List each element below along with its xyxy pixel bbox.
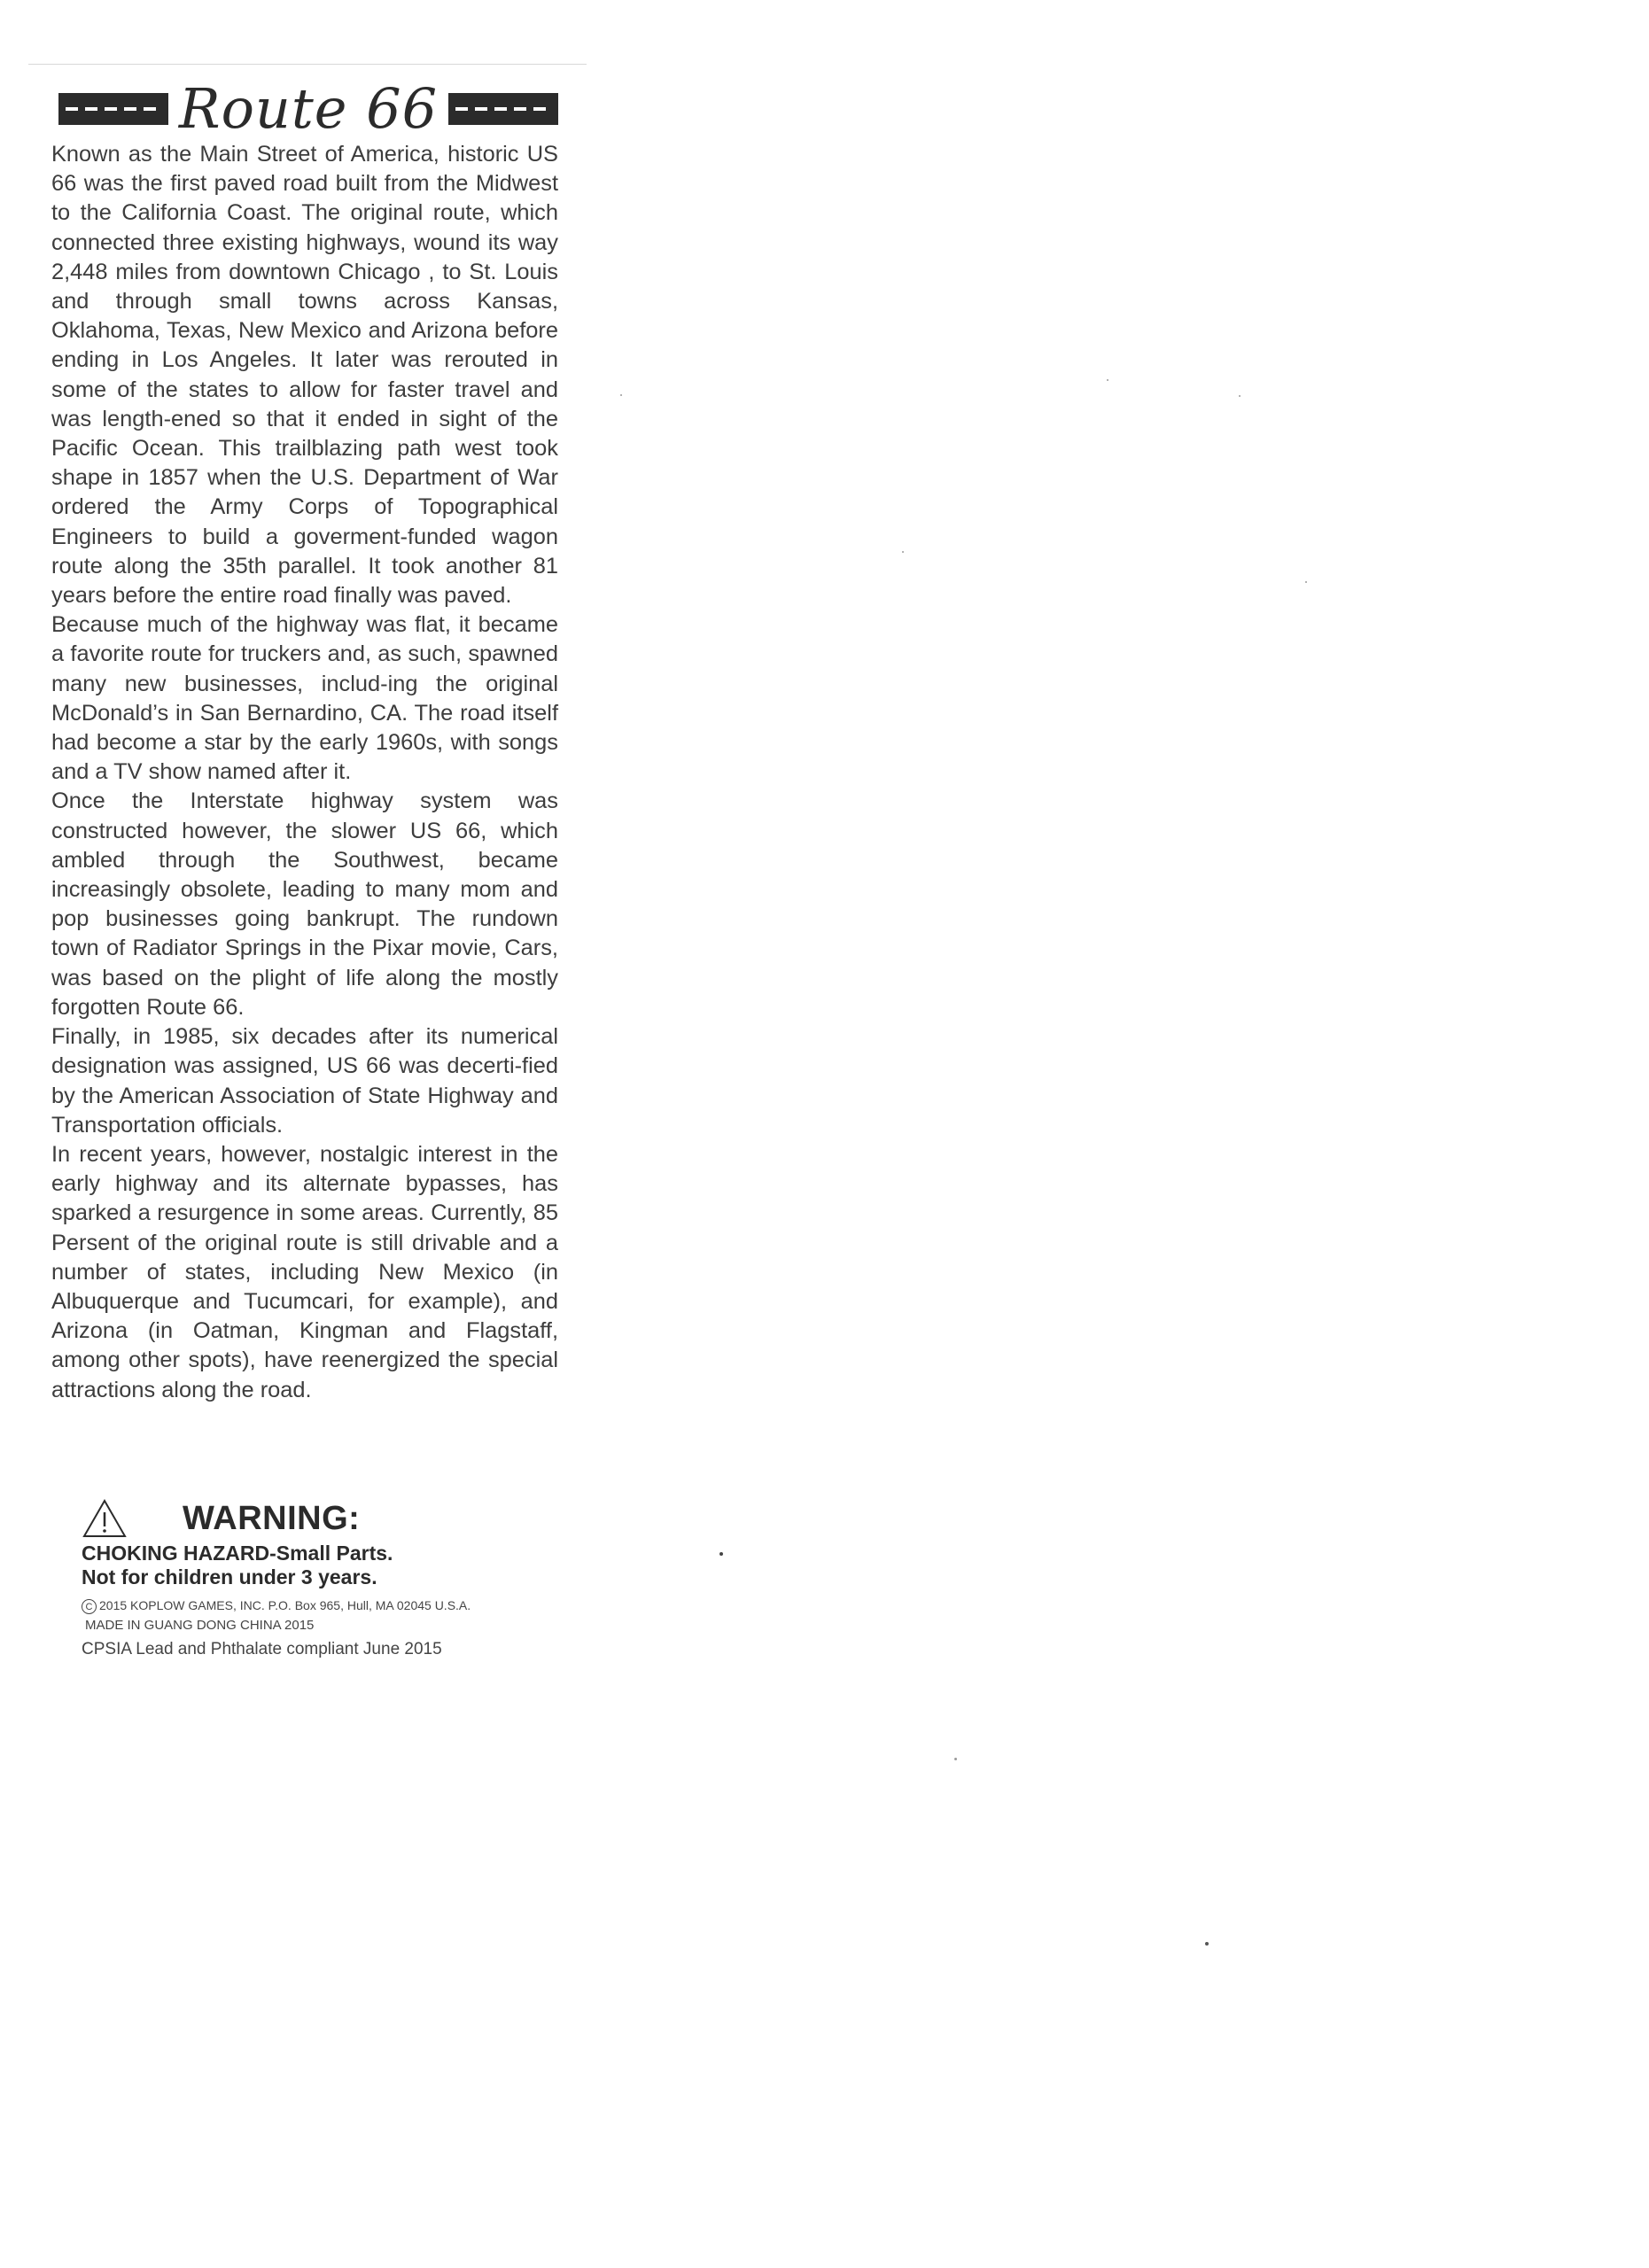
- paragraph: Known as the Main Street of America, historic US 66 was the first paved road built from the Midwest to the California Coast. The original route, which connected three existing highways, wound its way 2,448 miles from downtown Chicago , to St. Louis and through small towns across Kansas, Oklahoma, Texas, New Mexico and Arizona before ending in Los Angeles. It later was rerouted in some of the states to allow for faster travel and was length-ened so that it ended in sight of the Pacific Ocean. This trailblazing path west took shape in 1857 when the U.S. Department of War ordered the Army Corps of Topographical Engineers to build a goverment-funded wagon route along the 35th parallel. It took another 81 years before the entire road finally was paved.: [51, 142, 558, 609]
- warning-triangle-icon: [82, 1498, 128, 1539]
- scan-speck: [719, 1552, 723, 1556]
- copyright-line: [82, 1596, 578, 1614]
- scan-speck: [1239, 395, 1241, 397]
- card-body: [51, 140, 558, 1405]
- paragraph: Finally, in 1985, six decades after its numerical designation was assigned, US 66 was decerti-fied by the American Association of State Highway and Transportation officials.: [51, 1024, 558, 1138]
- paragraph: Once the Interstate highway system was constructed however, the slower US 66, which ambled through the Southwest, became increasingly obsolete, leading to many mom and pop businesses going bankrupt. The rundown town of Radiator Springs in the Pixar movie, Cars, was based on the plight of life along the mostly forgotten Route 66.: [51, 788, 558, 1020]
- scan-speck: [620, 394, 622, 396]
- scan-speck: [902, 551, 904, 553]
- cpsia-text: CPSIA Lead and Phthalate compliant June 2015: [82, 1640, 442, 1658]
- paragraph: Because much of the highway was flat, it became a favorite route for truckers and, as such, spawned many new businesses, includ-ing the original McDonald’s in San Bernardino, CA. The road itself had become a star by the early 1960s, with songs and a TV show named after it.: [51, 612, 558, 785]
- copyright-icon: C: [82, 1599, 97, 1614]
- choking-hazard-text: CHOKING HAZARD-Small Parts.: [82, 1542, 393, 1565]
- age-warning-text: Not for children under 3 years.: [82, 1565, 377, 1588]
- paragraph: In recent years, however, nostalgic interest in the early highway and its alternate bypasses, has sparked a resurgence in some areas. Currently, 85 Persent of the original route is still drivable and a number of states, including New Mexico (in Albuquerque and Tucumcari, for example), and Arizona (in Oatman, Kingman and Flagstaff, among other spots), have reenergized the special attractions along the road.: [51, 1141, 558, 1402]
- warning-block: [82, 1495, 578, 1662]
- title-bar: [58, 78, 558, 140]
- scan-speck: [1205, 1942, 1209, 1946]
- top-divider: [28, 64, 587, 65]
- scan-speck: [1107, 379, 1108, 381]
- warning-heading: [82, 1495, 578, 1542]
- card-title: Route 66: [178, 76, 439, 141]
- warning-title: WARNING:: [183, 1499, 361, 1537]
- scan-speck: [954, 1758, 957, 1760]
- road-sign-right-icon: [448, 93, 558, 125]
- scan-speck: [1305, 581, 1307, 583]
- made-in-text: MADE IN GUANG DONG CHINA 2015: [85, 1618, 315, 1633]
- road-sign-left-icon: [58, 93, 168, 125]
- copyright-text: 2015 KOPLOW GAMES, INC. P.O. Box 965, Hull, MA 02045 U.S.A.: [99, 1598, 471, 1612]
